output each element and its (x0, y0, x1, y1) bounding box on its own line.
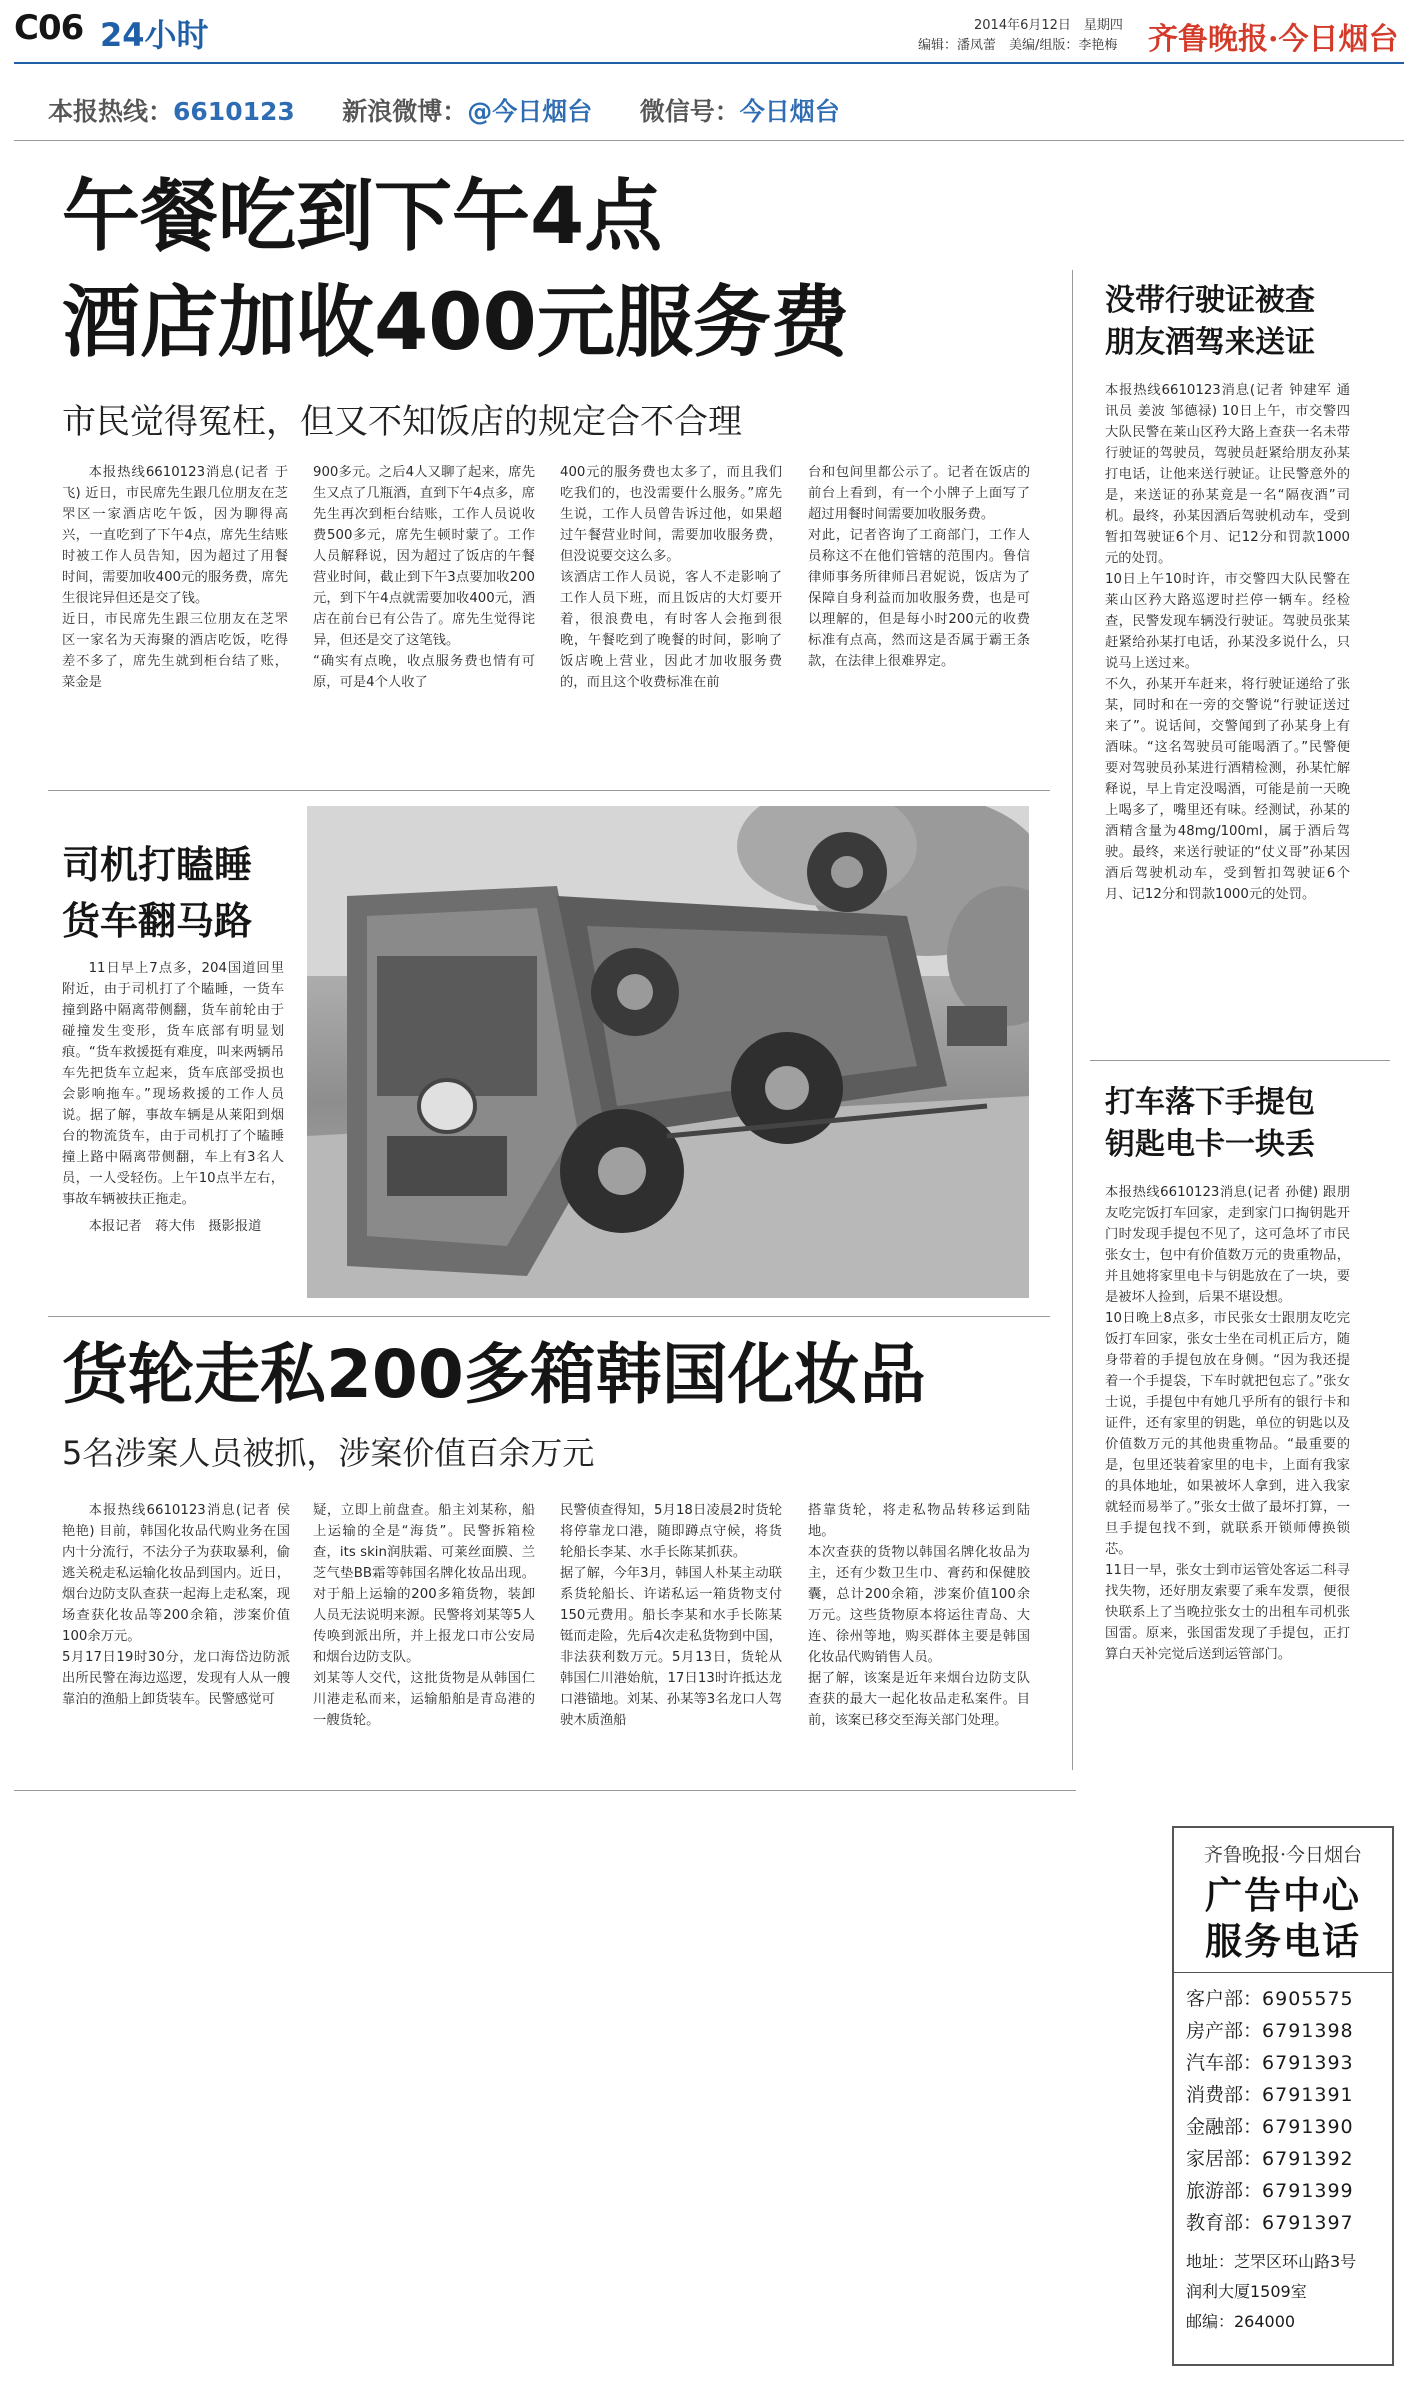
ad-phone-row (1186, 2079, 1392, 2111)
article1-subhead: 市民觉得冤枉，但又不知饭店的规定合不合理 (62, 402, 742, 442)
right1-headline-line2: 朋友酒驾来送证 (1105, 325, 1315, 360)
ad-phone-dept: 客户部： (1186, 1987, 1263, 2010)
article1-col3-text: 400元的服务费也太多了，而且我们吃我们的，也没需要什么服务。”席先生说，工作人员曾告诉过他，如果超过午餐营业时间，需要加收服务费，但没说要交这么多。 该酒店工作人员说，客人不走影响了工作人员下班，而且饭店的大灯要开着，很浪费电，有时客人会拖到很晚，午餐吃到了晚餐的时间，影响了饭店晚上营业，因此才加收服务费的，而且这个收费标准在前 (560, 465, 782, 690)
right1-body-text: 本报热线6610123消息(记者 钟建军 通讯员 姜波 邹德禄) 10日上午，市交警四大队民警在莱山区矜大路上查获一名未带行驶证的驾驶员，驾驶员赶紧给朋友孙某打电话，让他来送行驶证。让民警意外的是，来送证的孙某竟是一名“隔夜酒”司机。最终，孙某因酒后驾驶机动车，受到暂扣驾驶证6个月、记12分和罚款1000元的处罚。 10日上午10时许，市交警四大队民警在莱山区矜大路巡逻时拦停一辆车。经检查，民警发现车辆没行驶证。驾驶员张某赶紧给孙某打电话，孙某没多说什么，只说马上送过来。 不久，孙某开车赶来，将行驶证递给了张某，同时和在一旁的交警说“行驶证送过来了”。说话间，交警闻到了孙某身上有酒味。“这名驾驶员可能喝酒了。”民警便要对驾驶员孙某进行酒精检测，孙某忙解释说，早上肯定没喝酒，可能是前一天晚上喝多了，嘴里还有味。经测试，孙某的酒精含量为48mg/100ml，属于酒后驾驶。最终，来送行驶证的“仗义哥”孙某因酒后驾驶机动车，受到暂扣驾驶证6个月、记12分和罚款1000元的处罚。 (1105, 383, 1350, 902)
page-header (0, 0, 1417, 62)
article2-body-text: 11日早上7点多，204国道回里附近，由于司机打了个瞌睡，一货车撞到路中隔离带侧翻，货车前轮由于碰撞发生变形，货车底部有明显划痕。“货车救援挺有难度，叫来两辆吊车先把货车立起来，货车底部受损也会影响拖车。”现场救援的工作人员说。据了解，事故车辆是从莱阳到烟台的物流货车，由于司机打了个瞌睡撞上路中隔离带侧翻，车上有3名人员，一人受轻伤。上午10点半左右，事故车辆被扶正拖走。 (62, 961, 284, 1207)
wechat-label: 微信号： (639, 97, 740, 126)
ad-phone-number: 6791393 (1262, 2051, 1354, 2074)
ad-address-line1: 地址：芝罘区环山路3号 (1186, 2251, 1357, 2271)
ad-divider (1174, 1972, 1392, 1973)
brand-logo: 齐鲁晚报·今日烟台 (1148, 22, 1399, 57)
right1-headline-line1: 没带行驶证被查 (1105, 283, 1315, 318)
date-line: 2014年6月12日 星期四 (974, 18, 1123, 33)
right2-headline-line1: 打车落下手提包 (1105, 1085, 1315, 1120)
ad-phone-dept: 教育部： (1186, 2211, 1263, 2234)
ad-box (1172, 1826, 1394, 2366)
page-code: C06 (14, 8, 84, 48)
ad-postcode: 邮编：264000 (1186, 2311, 1296, 2331)
header-rule (14, 62, 1404, 64)
weibo-value: @今日烟台 (467, 97, 593, 126)
wechat-value: 今日烟台 (739, 97, 840, 126)
article3-col4-text: 搭靠货轮，将走私物品转移运到陆地。 本次查获的货物以韩国名牌化妆品为主，还有少数卫生巾、膏药和保健胶囊，总计200余箱，涉案价值100余万元。这些货物原本将运往青岛、大连、徐州等地，购买群体主要是韩国化妆品代购销售人员。 据了解，该案是近年来烟台边防支队查获的最大一起化妆品走私案件。目前，该案已移交至海关部门处理。 (808, 1503, 1030, 1728)
article1-headline-line2: 酒店加收400元服务费 (62, 278, 849, 368)
ad-phone-number: 6791397 (1262, 2211, 1354, 2234)
article2-headline-line2: 货车翻马路 (62, 899, 253, 943)
ad-phone-list (1174, 1983, 1392, 2239)
article3-col1-text: 本报热线6610123消息(记者 侯艳艳) 目前，韩国化妆品代购业务在国内十分流行，不法分子为获取暴利，偷逃关税走私运输化妆品到国内。近日，烟台边防支队查获一起海上走私案，现场查获化妆品等200余箱，涉案价值100余万元。 5月17日19时30分，龙口海岱边防派出所民警在海边巡逻，发现有人从一艘靠泊的渔船上卸货装车。民警感觉可 (62, 1503, 290, 1707)
ad-phone-number: 6791391 (1262, 2083, 1354, 2106)
article1-col4 (808, 462, 1030, 762)
article3-col2-text: 疑，立即上前盘查。船主刘某称，船上运输的全是“海货”。民警拆箱检查，its skin润肤霜、可莱丝面膜、兰芝气垫BB霜等韩国名牌化妆品出现。对于船上运输的200多箱货物，装卸人员无法说明来源。民警将刘某等5人传唤到派出所，并上报龙口市公安局和烟台边防支队。 刘某等人交代，这批货物是从韩国仁川港走私而来，运输船舶是青岛港的一艘货轮。 (313, 1503, 535, 1728)
hotline-label: 本报热线： (48, 97, 174, 126)
article1-col4-text: 台和包间里都公示了。记者在饭店的前台上看到，有一个小牌子上面写了超过用餐时间需要加收服务费。 对此，记者咨询了工商部门，工作人员称这不在他们管辖的范围内。鲁信律师事务所律师吕君妮说，饭店为了保障自身利益而加收服务费，也是可以理解的，但是每小时200元的收费标准有点高，然而这是否属于霸王条款，在法律上很难界定。 (808, 465, 1030, 669)
ad-phone-number: 6791392 (1262, 2147, 1354, 2170)
ad-phone-row (1186, 2047, 1392, 2079)
article3-headline: 货轮走私200多箱韩国化妆品 (62, 1336, 926, 1413)
ad-phone-dept: 房产部： (1186, 2019, 1263, 2042)
ad-phone-row (1186, 2143, 1392, 2175)
hotline-number: 6610123 (173, 97, 295, 126)
article1-col2-text: 900多元。之后4人又聊了起来，席先生又点了几瓶酒，直到下午4点多，席先生再次到柜台结账，工作人员说收费500多元，席先生顿时蒙了。工作人员解释说，因为超过了饭店的午餐营业时间，截止到下午3点要加收200元，到下午4点就需要加收400元，酒店在前台已有公告了。席先生觉得诧异，但还是交了这笔钱。 “确实有点晚，收点服务费也情有可原，可是4个人收了 (313, 465, 535, 690)
ad-phone-row (1186, 2207, 1392, 2239)
article3-col3-text: 民警侦查得知，5月18日凌晨2时货轮将停靠龙口港，随即蹲点守候，将货轮船长李某、水手长陈某抓获。 据了解，今年3月，韩国人朴某主动联系货轮船长、许诺私运一箱货物支付150元费用。船长李某和水手长陈某铤而走险，先后4次走私货物到中国，非法获利数万元。5月13日，货轮从韩国仁川港始航，17日13时许抵达龙口港锚地。刘某、孙某等3名龙口人驾驶木质渔船 (560, 1503, 782, 1728)
right2-body-text: 本报热线6610123消息(记者 孙健) 跟朋友吃完饭打车回家，走到家门口掏钥匙开门时发现手提包不见了，这可急坏了市民张女士，包中有价值数万元的贵重物品，并且她将家里电卡与钥匙放在了一块，要是被坏人捡到，后果不堪设想。 10日晚上8点多，市民张女士跟朋友吃完饭打车回家，张女士坐在司机正后方，随身带着的手提包放在身侧。“因为我还提着一个手提袋，下车时就把包忘了。”张女士说，手提包中有她几乎所有的银行卡和证件，还有家里的钥匙，单位的钥匙以及价值数万元的其他贵重物品。“最重要的是，包里还装着家里的电卡，上面有我家的具体地址，如果被坏人拿到，进入我家就轻而易举了。”张女士做了最坏打算，一旦手提包找不到，就联系开锁师傅换锁芯。 11日一早，张女士到市运管处客运二科寻找失物，还好朋友索要了乘车发票，便很快联系上了当晚拉张女士的出租车司机张国雷。原来，张国雷发现了手提包，正打算白天补完觉后送到运管部门。 (1105, 1185, 1350, 1662)
article3-col1 (62, 1500, 290, 1780)
ad-address-line2: 润利大厦1509室 (1186, 2281, 1307, 2301)
ad-phone-number: 6905575 (1262, 1987, 1354, 2010)
right-mid-rule (1090, 1060, 1390, 1061)
article2-body (62, 958, 284, 1288)
right1-body (1105, 380, 1350, 1060)
ad-brand: 齐鲁晚报·今日烟台 (1203, 1844, 1363, 1866)
article2-credit: 本报记者 蒋大伟 摄影报道 (88, 1219, 262, 1234)
ad-phone-row (1186, 1983, 1392, 2015)
right2-headline-line2: 钥匙电卡一块丢 (1105, 1127, 1315, 1162)
article3-col3 (560, 1500, 782, 1780)
article1-col1 (62, 462, 288, 762)
weibo-label: 新浪微博： (342, 97, 468, 126)
right-column-rule (1072, 270, 1073, 1770)
ad-phone-dept: 汽车部： (1186, 2051, 1263, 2074)
ad-phone-row (1186, 2015, 1392, 2047)
accident-photo (307, 806, 1029, 1298)
article1-col1-text: 本报热线6610123消息(记者 于飞) 近日，市民席先生跟几位朋友在芝罘区一家酒店吃午饭，因为聊得高兴，一直吃到了下午4点，席先生结账时被工作人员告知，因为超过了用餐时间，需要加收400元的服务费，席先生很诧异但还是交了钱。 近日，市民席先生跟三位朋友在芝罘区一家名为天海聚的酒店吃饭，吃得差不多了，席先生就到柜台结了账，菜金是 (62, 465, 288, 690)
ad-phone-row (1186, 2111, 1392, 2143)
article1-headline-line1: 午餐吃到下午4点 (62, 172, 663, 262)
ad-phone-dept: 家居部： (1186, 2147, 1263, 2170)
article3-col4 (808, 1500, 1030, 1780)
ad-phone-number: 6791399 (1262, 2179, 1354, 2202)
article2-headline-line1: 司机打瞌睡 (62, 843, 253, 887)
ad-title-line1: 广告中心 (1205, 1874, 1361, 1917)
article1-col2 (313, 462, 535, 762)
ad-phone-dept: 消费部： (1186, 2083, 1263, 2106)
right2-body (1105, 1182, 1350, 1782)
hotline-bar (48, 92, 840, 132)
editor-line: 编辑：潘凤蕾 美编/组版：李艳梅 (918, 38, 1118, 53)
ad-phone-number: 6791398 (1262, 2019, 1354, 2042)
ad-phone-dept: 旅游部： (1186, 2179, 1263, 2202)
ad-phone-dept: 金融部： (1186, 2115, 1263, 2138)
article3-subhead: 5名涉案人员被抓，涉案价值百余万元 (62, 1434, 595, 1472)
article2-bottom-rule (48, 1316, 1050, 1317)
bottom-left-rule (14, 1790, 1076, 1791)
ad-title-line2: 服务电话 (1205, 1920, 1361, 1964)
article3-col2 (313, 1500, 535, 1780)
right-column-2 (1105, 1082, 1350, 1782)
article1-bottom-rule (48, 790, 1050, 791)
truck-illustration (307, 806, 1029, 1298)
section-name: 24小时 (100, 16, 209, 54)
ad-phone-row (1186, 2175, 1392, 2207)
right-column (1105, 280, 1350, 1060)
article1-col3 (560, 462, 782, 762)
hotline-rule (14, 140, 1404, 141)
ad-phone-number: 6791390 (1262, 2115, 1354, 2138)
